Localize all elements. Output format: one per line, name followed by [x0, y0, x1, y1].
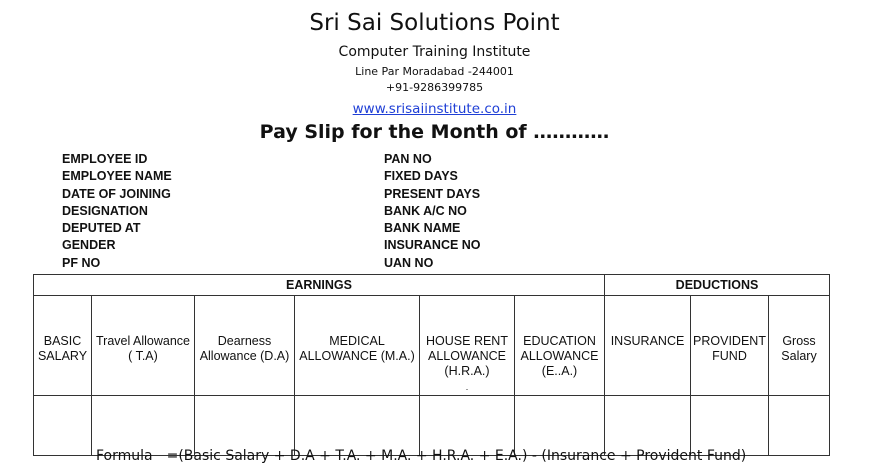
table-row: [34, 396, 830, 456]
organization-name: Sri Sai Solutions Point: [309, 10, 560, 36]
column-header-provident-fund: PROVIDENT FUND: [691, 296, 769, 396]
field-bank-ac-no: BANK A/C NO: [384, 203, 467, 218]
deductions-header: DEDUCTIONS: [605, 275, 830, 296]
column-header-house-rent-allowance: HOUSE RENT ALLOWANCE (H.R.A.) .: [420, 296, 515, 396]
column-header-gross-salary: Gross Salary: [769, 296, 830, 396]
column-header-basic-salary: BASIC SALARY: [34, 296, 92, 396]
employee-fields-right: [384, 151, 481, 272]
employee-fields-left: [62, 151, 172, 272]
cell-provident-fund[interactable]: [691, 396, 769, 456]
website-link[interactable]: www.srisaiinstitute.co.in: [352, 101, 517, 117]
organization-address: Line Par Moradabad -244001: [355, 65, 514, 78]
column-header-dearness-allowance: Dearness Allowance (D.A): [195, 296, 295, 396]
payslip-title: Pay Slip for the Month of …………: [259, 121, 610, 143]
cell-medical-allowance[interactable]: [295, 396, 420, 456]
field-present-days: PRESENT DAYS: [384, 186, 481, 201]
formula-label: Formula: [96, 448, 153, 464]
field-pf-no: PF NO: [62, 255, 101, 270]
cell-basic-salary[interactable]: [34, 396, 92, 456]
field-fixed-days: FIXED DAYS: [384, 169, 458, 184]
field-bank-name: BANK NAME: [384, 221, 461, 236]
formula-line: [96, 448, 746, 464]
stray-mark: .: [465, 382, 469, 392]
field-insurance-no: INSURANCE NO: [384, 238, 481, 253]
field-employee-name: EMPLOYEE NAME: [62, 169, 172, 184]
field-employee-id: EMPLOYEE ID: [62, 152, 148, 166]
cell-house-rent-allowance[interactable]: [420, 396, 515, 456]
column-header-insurance: INSURANCE: [605, 296, 691, 396]
column-header-travel-allowance: Travel Allowance ( T.A): [92, 296, 195, 396]
organization-subtitle: Computer Training Institute: [338, 44, 531, 60]
field-designation: DESIGNATION: [62, 203, 148, 218]
field-pan-no: PAN NO: [384, 152, 432, 166]
field-date-of-joining: DATE OF JOINING: [62, 186, 171, 201]
cell-travel-allowance[interactable]: [92, 396, 195, 456]
field-gender: GENDER: [62, 238, 116, 253]
field-deputed-at: DEPUTED AT: [62, 221, 141, 236]
cell-insurance[interactable]: [605, 396, 691, 456]
website-row: [0, 98, 869, 117]
salary-table: [33, 274, 830, 456]
field-uan-no: UAN NO: [384, 255, 434, 270]
column-header-medical-allowance: MEDICAL ALLOWANCE (M.A.): [295, 296, 420, 396]
cell-gross-salary[interactable]: [769, 396, 830, 456]
organization-phone: +91-9286399785: [385, 81, 484, 94]
cell-dearness-allowance[interactable]: [195, 396, 295, 456]
cell-education-allowance[interactable]: [515, 396, 605, 456]
column-header-education-allowance: EDUCATION ALLOWANCE (E..A.): [515, 296, 605, 396]
formula-text: =(Basic Salary + D.A + T.A. + M.A. + H.R.A. + E.A.) - (Insurance + Provident Fund): [166, 448, 747, 464]
earnings-header: EARNINGS: [34, 275, 605, 296]
